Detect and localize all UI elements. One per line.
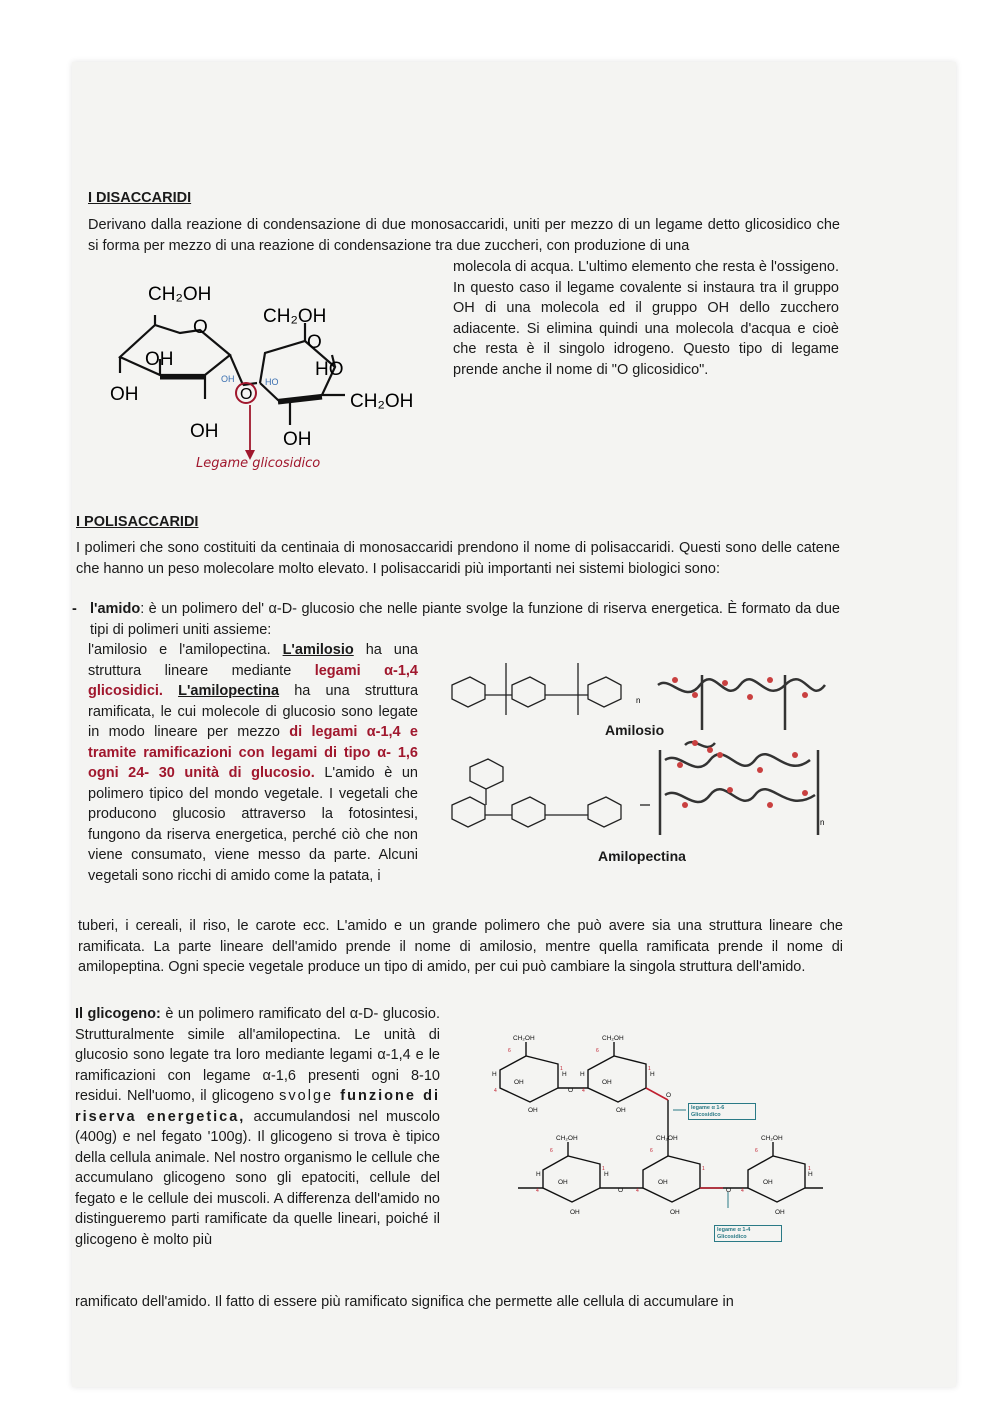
amido-t4: ha una struttura ramificata, le cui molecole di glucosio sono legate in modo lineare per mezzo — [88, 683, 419, 740]
amilopectina-term: L'amilopectina — [178, 683, 280, 699]
amylose-amylopectin-figure — [440, 655, 840, 845]
o-a: O — [568, 1087, 574, 1094]
h-b: H — [562, 1071, 567, 1078]
disaccaridi-side-text: molecola di acqua. L'ultimo elemento che resta è l'ossigeno. In questo caso il legame covalente si instaura tra il gruppo OH di una molecola ed il gruppo OH dello zucchero adiacente. Si elimina quindi una molecola d'acqua e cioè che resta è il singolo idrogeno. Questo tipo di legame prende anche il nome di "O glicosidico". — [453, 259, 839, 378]
h-f: H — [604, 1171, 609, 1178]
svg-text:4: 4 — [582, 1088, 585, 1094]
amido-t3 — [163, 683, 178, 699]
heading-polisaccaridi: I POLISACCARIDI — [76, 514, 199, 530]
disaccharide-structure — [100, 275, 445, 480]
glicogeno-spaced: svolge — [279, 1088, 334, 1104]
label-amilopectina: Amilopectina — [598, 848, 686, 864]
oh-i: OH — [670, 1209, 680, 1216]
oh-e: OH — [763, 1179, 773, 1186]
amido-t2: ha una struttura lineare mediante — [88, 642, 418, 679]
legame-16-box: legame α 1-6 Glicosidico — [688, 1103, 756, 1120]
o-ring-right: O — [307, 332, 322, 353]
svg-text:1: 1 — [648, 1066, 651, 1072]
svg-text:6: 6 — [508, 1048, 511, 1054]
heading-disaccaridi: I DISACCARIDI — [88, 190, 192, 206]
svg-text:6: 6 — [755, 1148, 758, 1154]
amilosio-n: n — [636, 696, 641, 705]
amido-red1: legami α-1,4 glicosidici. — [88, 662, 418, 699]
glicogeno-term: Il glicogeno: — [75, 1006, 161, 1022]
svg-text:6: 6 — [550, 1148, 553, 1154]
oh-bottom-left: OH — [190, 421, 219, 442]
svg-text:4: 4 — [741, 1188, 744, 1194]
oh-f: OH — [528, 1107, 538, 1114]
glicogeno-t2: accumulandosi nel muscolo (400g) e nel fegato '100g). Il glicogeno si trova è tipico della cellula animale. Nel nostro organismo le cellule che accumulano glicogeno sono gli epatociti, cellule del fegato e le cellule dei muscoli. A differenza dell'amido no distingueremo parti ramificate da quelle lineari, poiché il glicogeno è molto più — [75, 1108, 440, 1248]
svg-text:1: 1 — [602, 1166, 605, 1172]
o-b: O — [666, 1092, 672, 1099]
ch2oh-d: CH₂OH — [656, 1135, 678, 1142]
svg-text:1: 1 — [560, 1066, 563, 1072]
amido-intro — [90, 599, 840, 640]
amido-bullet: - — [72, 601, 77, 617]
amido-body — [88, 640, 418, 886]
svg-text:4: 4 — [494, 1088, 497, 1094]
oh-g: OH — [616, 1107, 626, 1114]
glicogeno-bold: funzione di riserva energetica, — [75, 1088, 440, 1125]
o-ring-left: O — [193, 317, 208, 338]
oh-a: OH — [514, 1079, 524, 1086]
oh-j: OH — [775, 1209, 785, 1216]
svg-text:6: 6 — [596, 1048, 599, 1054]
oh-ring-left: OH — [145, 349, 174, 370]
label-amilosio: Amilosio — [605, 722, 665, 738]
oh-d: OH — [658, 1179, 668, 1186]
ch2oh-b: CH₂OH — [602, 1035, 624, 1042]
bridge-o: O — [240, 386, 253, 403]
h-c: H — [580, 1071, 585, 1078]
amilosio-term: L'amilosio — [282, 642, 354, 658]
svg-text:1: 1 — [702, 1166, 705, 1172]
ch2oh-e: CH₂OH — [761, 1135, 783, 1142]
o-c: O — [618, 1187, 624, 1194]
oh-b: OH — [602, 1079, 612, 1086]
amido-t5: L'amido è un polimero tipico del mondo vegetale. I vegetali che producono glucosio attraverso la fotosintesi, fungono da riserva energetica, perché ciò che non viene consumato, viene messo da parte. Alcuni vegetali sono ricchi di amido come la patata, i — [88, 765, 418, 884]
oh-bottom-right: OH — [283, 429, 312, 450]
legame-14-box: legame α 1-4 Glicosidico — [714, 1225, 782, 1242]
amido-line1: : è un polimero del' α-D- glucosio che nelle piante svolge la funzione di riserva energetica. È formato da due tipi di polimeri uniti assieme: — [90, 601, 840, 638]
annotation-oh: OH — [221, 374, 235, 384]
h-a: H — [492, 1071, 497, 1078]
glicogeno-t1: è un polimero ramificato del α-D- glucosio. Strutturalmente simile all'amilopectina. Le unità di glucosio sono legate tra loro mediante legami α-1,4 e le ramificazioni con legame α-1,6 presenti ogni 8-10 residui. Nell'uomo, il glicogeno — [75, 1006, 440, 1104]
svg-text:6: 6 — [650, 1148, 653, 1154]
glicogeno-body — [75, 1004, 440, 1250]
ch2oh-a: CH₂OH — [513, 1035, 535, 1042]
ho-right: HO — [315, 359, 344, 380]
ch2oh-right: CH₂OH — [350, 391, 414, 412]
o-d: O — [726, 1187, 732, 1194]
svg-text:4: 4 — [636, 1188, 639, 1194]
amido-continuation: tuberi, i cereali, il riso, le carote ecc. L'amido e un grande polimero che può avere sia una struttura lineare che ramificata. La parte lineare dell'amido prende il nome di amilosio, mentre quella ramificata prende il nome di amilopeptina. Ogni specie vegetale produce un tipo di amido, per cui può cambiare la singola struttura dell'amido. — [78, 918, 843, 975]
oh-c: OH — [558, 1179, 568, 1186]
ch2oh-left: CH₂OH — [148, 284, 212, 305]
disaccaridi-intro: Derivano dalla reazione di condensazione di due monosaccaridi, uniti per mezzo di un legame detto glicosidico che si forma per mezzo di una reazione di condensazione tra due zuccheri, con produzione di una — [88, 217, 840, 254]
oh-h: OH — [570, 1209, 580, 1216]
oh-left: OH — [110, 384, 139, 405]
amido-t1: l'amilosio e l'amilopectina. — [88, 642, 283, 658]
ch2oh-c: CH₂OH — [556, 1135, 578, 1142]
glycogen-structure — [478, 1030, 838, 1240]
svg-text:4: 4 — [536, 1188, 539, 1194]
polisaccaridi-intro: I polimeri che sono costituiti da centinaia di monosaccaridi prendono il nome di polisaccaridi. Questi sono delle catene che hanno un peso molecolare molto elevato. I polisaccaridi più importanti nei sistemi biologici sono: — [76, 540, 840, 577]
ch2oh-mid: CH₂OH — [263, 306, 327, 327]
amilopectina-n: n — [820, 818, 825, 827]
h-d: H — [650, 1071, 655, 1078]
amido-term: l'amido — [90, 601, 141, 617]
amido-red2: di legami α-1,4 e tramite ramificazioni con legami di tipo α- 1,6 ogni 24- 30 unità di glucosio. — [88, 724, 418, 781]
svg-text:1: 1 — [808, 1166, 811, 1172]
h-g: H — [808, 1171, 813, 1178]
glicogeno-last-line: ramificato dell'amido. Il fatto di essere più ramificato significa che permette alle cellula di accumulare in — [75, 1294, 734, 1310]
h-e: H — [536, 1171, 541, 1178]
annotation-ho: HO — [265, 377, 279, 387]
legame-glicosidico-label: Legame glicosidico — [196, 456, 321, 471]
